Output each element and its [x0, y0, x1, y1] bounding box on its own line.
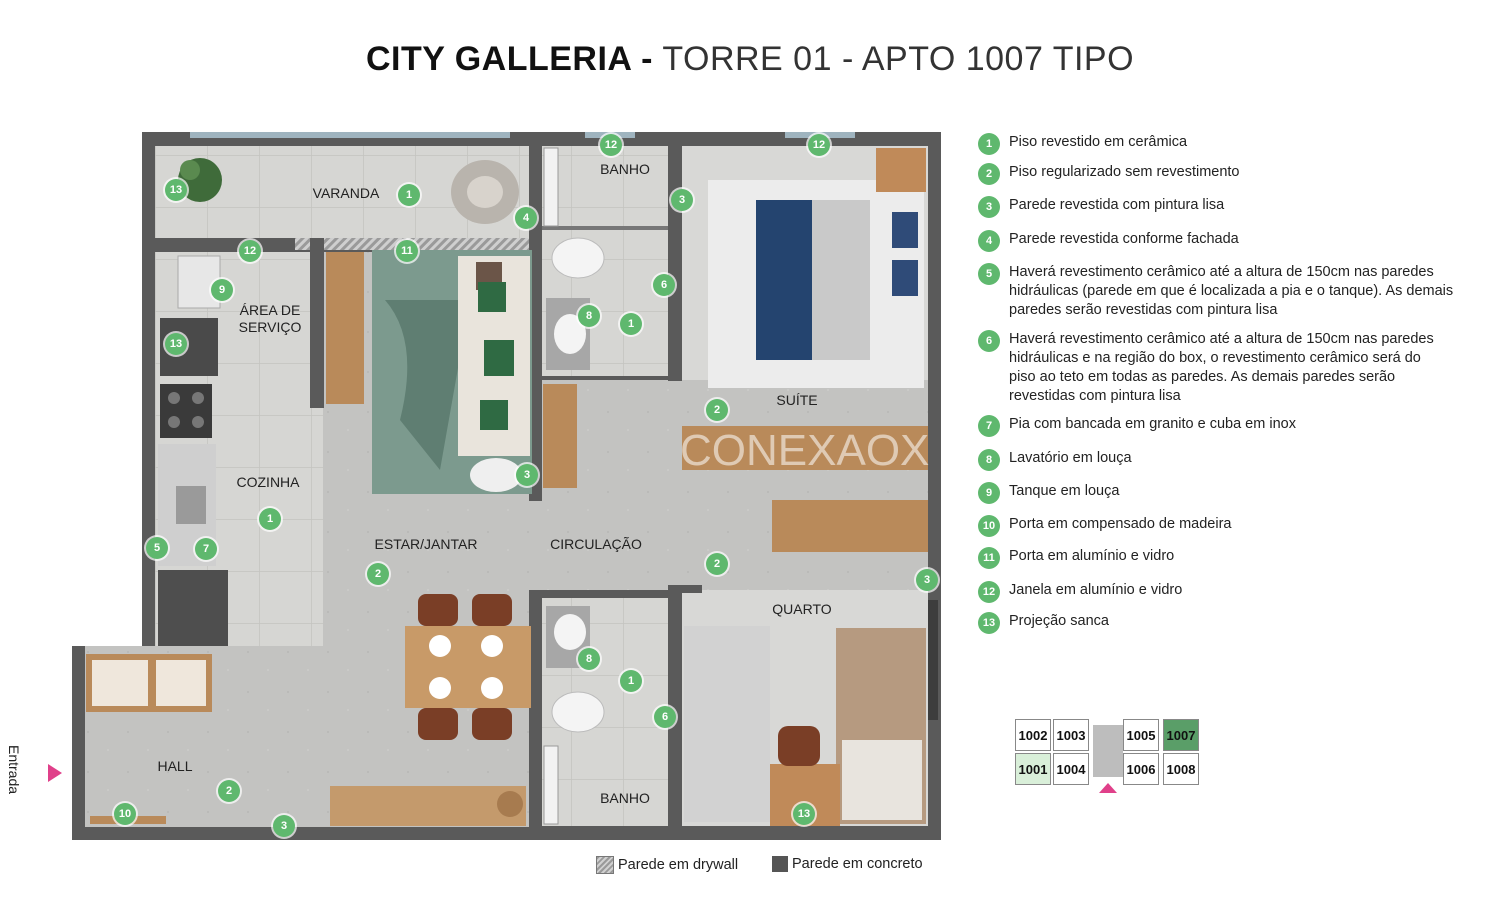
legend-item	[978, 263, 1469, 320]
unit-cell: 1002	[1015, 719, 1051, 751]
unit-cell: 1008	[1163, 753, 1199, 785]
kitchen-sink	[176, 486, 206, 524]
plan-badge: 11	[396, 240, 418, 262]
legend-text: Piso revestido em cerâmica	[1009, 134, 1188, 150]
legend-text: Parede revestida com pintura lisa	[1009, 197, 1225, 213]
legend-number: 8	[978, 449, 1000, 471]
legend-text: Piso regularizado sem revestimento	[1009, 164, 1240, 180]
plan-badge: 10	[114, 803, 136, 825]
legend-item	[978, 515, 1459, 537]
plan-badge: 8	[578, 648, 600, 670]
legend-number: 13	[978, 612, 1000, 634]
legend-text: Parede revestida conforme fachada	[1009, 231, 1239, 247]
plan-badge: 7	[195, 538, 217, 560]
legend-text: Porta em alumínio e vidro	[1009, 548, 1175, 564]
legend-number: 10	[978, 515, 1000, 537]
legend-number: 7	[978, 415, 1000, 437]
plan-badge: 3	[671, 189, 693, 211]
bookshelf	[543, 384, 577, 488]
legend-item	[978, 230, 1459, 252]
room-label-cozinha: COZINHA	[236, 474, 300, 490]
legend-number: 3	[978, 196, 1000, 218]
unit-cell-selected: 1007	[1163, 719, 1199, 751]
legend-item	[978, 133, 1459, 155]
plan-badge: 12	[239, 240, 261, 262]
stove	[160, 384, 212, 438]
plan-badge: 13	[165, 179, 187, 201]
dining-table	[405, 626, 531, 708]
shower-bottom	[544, 746, 558, 824]
legend-item	[978, 612, 1459, 634]
wall-entry-left	[72, 646, 85, 840]
wall-kitchen-divider	[310, 238, 324, 408]
plan-badge: 13	[793, 803, 815, 825]
room-label-quarto: QUARTO	[772, 601, 832, 617]
room-label-hall: HALL	[157, 758, 193, 774]
toilet-top	[552, 238, 604, 278]
legend-item	[978, 581, 1459, 603]
entrance-arrow-icon	[48, 764, 62, 782]
room-label-banho-bottom: BANHO	[600, 790, 650, 806]
fridge	[158, 570, 228, 646]
legend-text: Lavatório em louça	[1009, 450, 1132, 466]
coffee-table	[470, 458, 522, 492]
wall-bath-mid	[542, 226, 668, 230]
wall-key-concreto-label: Parede em concreto	[792, 856, 923, 872]
unit-cell: 1001	[1015, 753, 1051, 785]
key-core	[1093, 725, 1123, 777]
legend-number: 4	[978, 230, 1000, 252]
shower-top	[544, 148, 558, 226]
room-label-banho-top: BANHO	[600, 161, 650, 177]
wardrobe-2	[772, 500, 928, 552]
plan-badge: 2	[367, 563, 389, 585]
legend-item	[978, 196, 1459, 218]
plan-badge: 1	[398, 184, 420, 206]
legend-text: Haverá revestimento cerâmico até a altura de 150cm nas paredes hidráulicas e na região do box, o revestimento cerâmico será do piso ao teto em todas as paredes. As demais paredes serão revestidas com pintura lisa	[1009, 331, 1434, 404]
wall-varanda	[155, 238, 295, 250]
title-bold: CITY GALLERIA -	[365, 40, 653, 78]
plan-badge: 3	[916, 569, 938, 591]
unit-cell: 1003	[1053, 719, 1089, 751]
legend-number: 6	[978, 330, 1000, 352]
watermark: CONEXAOX	[680, 426, 930, 475]
plan-badge: 4	[515, 207, 537, 229]
room-label-area-servico: ÁREA DE SERVIÇO	[238, 302, 302, 335]
plan-badge: 2	[706, 553, 728, 575]
wall-quarto-top	[682, 585, 702, 593]
plan-badge: 1	[620, 313, 642, 335]
concrete-swatch-icon	[772, 856, 788, 872]
legend-item	[978, 163, 1459, 185]
hall-bench	[330, 786, 526, 826]
legend-number: 11	[978, 547, 1000, 569]
plan-badge: 1	[620, 670, 642, 692]
plan-badge: 6	[654, 706, 676, 728]
plan-badge: 3	[273, 815, 295, 837]
legend-number: 2	[978, 163, 1000, 185]
wall-key-concreto	[772, 856, 923, 872]
legend-text: Janela em alumínio e vidro	[1009, 582, 1183, 598]
plan-badge: 13	[165, 333, 187, 355]
plan-badge: 5	[146, 537, 168, 559]
floor-circulacao	[529, 380, 928, 590]
room-label-suite: SUÍTE	[776, 392, 818, 408]
plan-badge: 8	[578, 305, 600, 327]
unit-cell: 1004	[1053, 753, 1089, 785]
plan-badge: 9	[211, 279, 233, 301]
legend-text: Tanque em louça	[1009, 483, 1120, 499]
floor-banho-top	[542, 146, 668, 226]
legend-number: 5	[978, 263, 1000, 285]
entrance-label: Entrada	[6, 745, 22, 795]
drywall-swatch-icon	[596, 856, 614, 874]
room-label-estar-jantar: ESTAR/JANTAR	[374, 536, 478, 552]
plan-badge: 2	[706, 399, 728, 421]
sideboard	[326, 252, 364, 404]
wall-key-drywall-label: Parede em drywall	[618, 857, 739, 873]
toilet-bottom	[552, 692, 604, 732]
room-label-circulacao: CIRCULAÇÃO	[550, 536, 642, 552]
window-quarto	[928, 600, 938, 720]
legend-number: 9	[978, 482, 1000, 504]
title-light: TORRE 01 - APTO 1007 TIPO	[662, 40, 1135, 78]
legend-item	[978, 482, 1459, 504]
legend-text: Porta em compensado de madeira	[1009, 516, 1232, 532]
legend-text: Pia com bancada em granito e cuba em inox	[1009, 416, 1296, 432]
plan-badge: 1	[259, 508, 281, 530]
legend-item	[978, 449, 1459, 471]
legend-number: 1	[978, 133, 1000, 155]
legend-item	[978, 415, 1459, 437]
plan-badge: 12	[600, 134, 622, 156]
plan-badge: 2	[218, 780, 240, 802]
legend-text: Projeção sanca	[1009, 613, 1109, 629]
legend-text: Haverá revestimento cerâmico até a altura de 150cm nas paredes hidráulicas (parede em que é localizada a pia e o tanque). As demais paredes serão revestidas com pintura lisa	[1009, 264, 1454, 318]
unit-cell: 1006	[1123, 753, 1159, 785]
window-varanda	[190, 132, 510, 138]
unit-key-map	[1013, 717, 1201, 785]
wall-bath-right	[668, 146, 682, 381]
legend-item	[978, 547, 1459, 569]
plan-badge: 12	[808, 134, 830, 156]
plan-badge: 3	[516, 464, 538, 486]
entrance-marker-icon	[1099, 783, 1117, 793]
nightstand-suite	[876, 148, 926, 192]
bed-quarto-1	[684, 626, 770, 822]
room-label-varanda: VARANDA	[312, 185, 380, 201]
legend-number: 12	[978, 581, 1000, 603]
plan-badge: 6	[653, 274, 675, 296]
wall-key-drywall	[596, 856, 738, 874]
unit-cell: 1005	[1123, 719, 1159, 751]
legend-item	[978, 330, 1439, 406]
